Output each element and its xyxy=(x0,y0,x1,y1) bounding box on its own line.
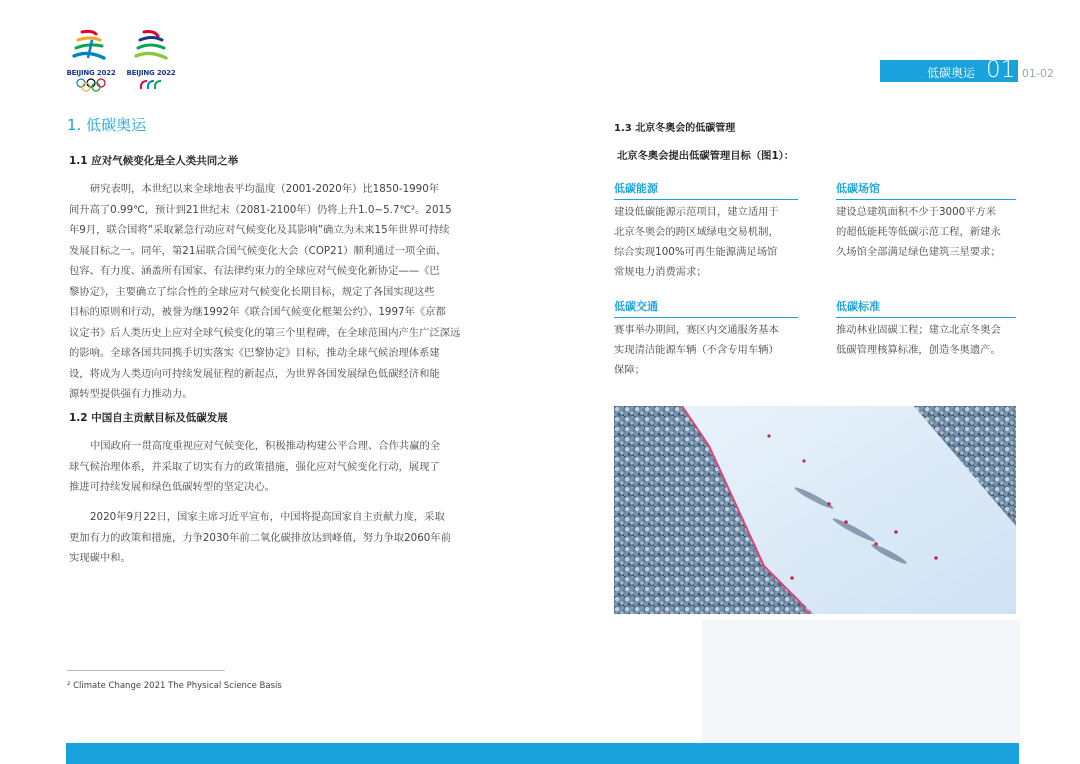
category-underline xyxy=(836,199,1016,200)
targets-intro: 北京冬奥会提出低碳管理目标（图1）： xyxy=(617,150,795,162)
text-line: 更加有力的政策和措施，力争2030年前二氧化碳排放达到峰值，努力争取2060年前 xyxy=(69,531,451,544)
text-line: 实现清洁能源车辆（不含专用车辆） xyxy=(614,344,779,356)
category-title: 低碳能源 xyxy=(614,182,658,195)
text-line: 年9月，联合国将“采取紧急行动应对气候变化及其影响”确立为未来15年世界可持续 xyxy=(69,224,450,236)
text-line: 球气候治理体系，并采取了切实有力的政策措施，强化应对气候变化行动，展现了 xyxy=(69,460,440,473)
category-venues xyxy=(836,180,1016,262)
category-title: 低碳交通 xyxy=(614,300,658,313)
olympic-wordmark: BEIJING 2022 xyxy=(66,69,116,77)
text-line: 设，将成为人类迈向可持续发展征程的新起点，为世界各国发展绿色低碳经济和能 xyxy=(69,367,440,380)
text-line: 综合实现100%可再生能源满足场馆 xyxy=(614,246,778,258)
text-line: 研究表明，本世纪以来全球地表平均温度（2001-2020年）比1850-1990年 xyxy=(90,183,440,195)
text-line: 实现碳中和。 xyxy=(69,552,131,564)
text-line: 包容、有力度、涵盖所有国家、有法律约束力的全球应对气候变化新协定——《巴 xyxy=(69,265,440,277)
text-line: 源转型提供强有力推动力。 xyxy=(69,388,193,400)
footnote-divider xyxy=(67,670,225,671)
text-line: 建设总建筑面积不少于3000平方米 xyxy=(836,206,997,218)
category-underline xyxy=(614,317,798,318)
category-standards xyxy=(836,298,1016,360)
category-underline xyxy=(836,317,1016,318)
olympic-emblem-icon xyxy=(62,28,120,64)
text-line: 中国政府一贯高度重视应对气候变化，积极推动构建公平合理、合作共赢的全 xyxy=(90,440,441,452)
text-line: 发展目标之一。同年，第21届联合国气候变化大会（COP21）顺利通过一项全面、 xyxy=(69,244,447,257)
text-line: 久场馆全部满足绿色建筑三星要求； xyxy=(836,246,1001,258)
text-line: 北京冬奥会的跨区域绿电交易机制， xyxy=(614,226,779,238)
paragraph-climate xyxy=(69,179,473,405)
text-line: 推进可持续发展和绿色低碳转型的坚定决心。 xyxy=(69,481,275,493)
subheading-1-3: 1.3 北京冬奥会的低碳管理 xyxy=(614,123,736,134)
subheading-1-2: 1.2 中国自主贡献目标及低碳发展 xyxy=(69,412,228,424)
category-title: 低碳标准 xyxy=(836,300,880,313)
section-header-tab xyxy=(880,57,1018,83)
section-name: 低碳奥运 xyxy=(927,66,976,80)
paralympic-logo xyxy=(122,28,180,90)
paralympic-wordmark: BEIJING 2022 xyxy=(126,69,176,77)
olympic-rings-icon xyxy=(74,78,108,92)
category-text xyxy=(836,202,1016,262)
paralympic-emblem-icon xyxy=(122,28,180,64)
category-underline xyxy=(614,199,798,200)
bottom-accent-bar xyxy=(66,743,1019,764)
paragraph-china-policy xyxy=(69,436,473,498)
page-range: 01-02 xyxy=(1022,67,1054,80)
text-line: 建设低碳能源示范项目，建立适用于 xyxy=(614,206,779,218)
text-line: 的超低能耗等低碳示范工程，新建永 xyxy=(836,226,1001,238)
ski-slope-photo xyxy=(614,406,1016,614)
text-line: 2020年9月22日，国家主席习近平宣布，中国将提高国家自主贡献力度，采取 xyxy=(90,511,445,523)
text-line: 保障； xyxy=(614,364,645,376)
category-energy xyxy=(614,180,798,282)
category-text xyxy=(614,202,798,282)
footnote: ² Climate Change 2021 The Physical Science Basis xyxy=(67,681,282,691)
text-line: 常规电力消费需求； xyxy=(614,266,707,278)
text-line: 推动林业固碳工程；建立北京冬奥会 xyxy=(836,324,1001,336)
background-panel xyxy=(702,620,1020,743)
text-line: 低碳管理核算标准，创造冬奥遗产。 xyxy=(836,344,1001,356)
category-transport xyxy=(614,298,798,380)
section-title: 1. 低碳奥运 xyxy=(67,116,147,134)
text-line: 议定书》后人类历史上应对全球气候变化的第三个里程碑，在全球范围内产生广泛深远 xyxy=(69,326,461,339)
text-line: 间升高了0.99℃，预计到21世纪末（2081-2100年）仍将上升1.0~5.7℃²。2015 xyxy=(69,203,452,216)
paragraph-carbon-neutral xyxy=(69,507,473,569)
paralympic-agitos-icon xyxy=(134,78,168,92)
text-line: 黎协定》，主要确立了综合性的全球应对气候变化长期目标，规定了各国实现这些 xyxy=(69,285,435,298)
category-text xyxy=(614,320,798,380)
section-number: 01 xyxy=(986,57,1016,83)
category-text xyxy=(836,320,1016,360)
olympic-logo xyxy=(62,28,120,90)
subheading-1-1: 1.1 应对气候变化是全人类共同之举 xyxy=(69,155,239,167)
text-line: 目标的原则和行动，被誉为继1992年《联合国气候变化框架公约》、1997年《京都 xyxy=(69,306,446,318)
category-title: 低碳场馆 xyxy=(836,182,880,195)
text-line: 的影响。全球各国共同携手切实落实《巴黎协定》目标，推动全球气候治理体系建 xyxy=(69,347,440,359)
text-line: 赛事举办期间，赛区内交通服务基本 xyxy=(614,324,779,336)
